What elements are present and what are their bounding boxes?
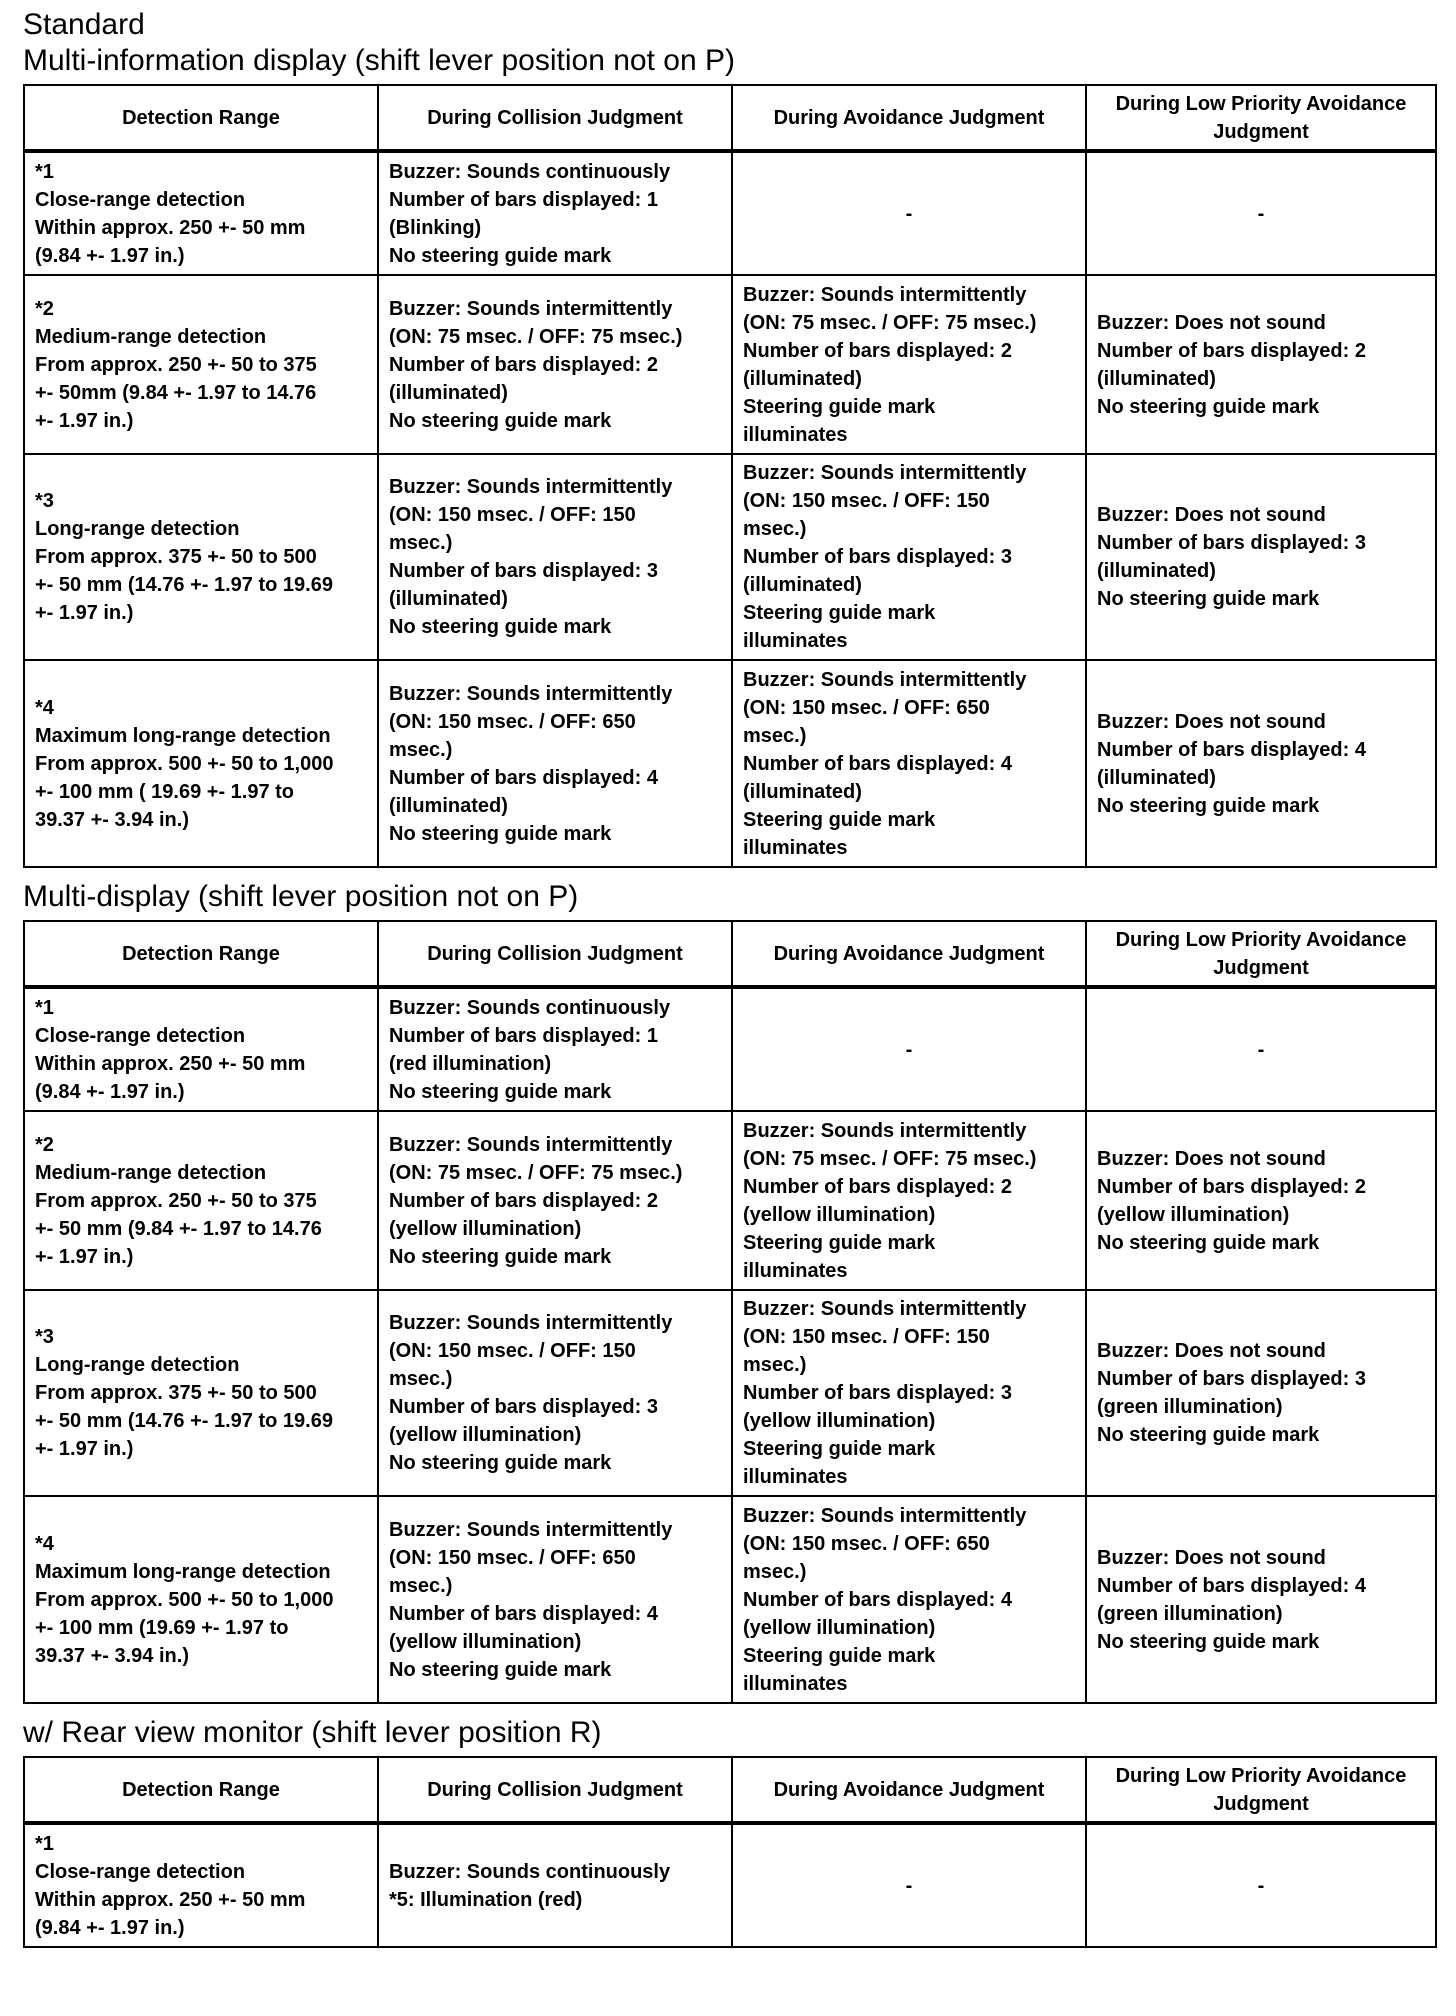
table-row (24, 1496, 1436, 1703)
table-row (24, 1111, 1436, 1290)
table-header-row (24, 1757, 1436, 1823)
cell-collision-judgment: Buzzer: Sounds continuously Number of bars displayed: 1 (Blinking) No steering guide mark (378, 151, 732, 275)
cell-collision-judgment: Buzzer: Sounds intermittently (ON: 75 msec. / OFF: 75 msec.) Number of bars displayed: 2 (illuminated) No steering guide mark (378, 275, 732, 454)
cell-low-priority-avoidance: Buzzer: Does not sound Number of bars displayed: 2 (illuminated) No steering guide mark (1086, 275, 1436, 454)
table-row (24, 275, 1436, 454)
detection-table (23, 1756, 1437, 1948)
column-header-detection-range: Detection Range (24, 85, 378, 151)
column-header-low-priority-avoidance: During Low Priority Avoidance Judgment (1086, 85, 1436, 151)
cell-detection-range: *3 Long-range detection From approx. 375 +- 50 to 500 +- 50 mm (14.76 +- 1.97 to 19.69 +- 1.97 in.) (24, 454, 378, 660)
column-header-collision-judgment: During Collision Judgment (378, 85, 732, 151)
cell-avoidance-judgment: Buzzer: Sounds intermittently (ON: 150 msec. / OFF: 150 msec.) Number of bars displayed: 3 (yellow illumination) Steering guide mark illuminates (732, 1290, 1086, 1496)
column-header-detection-range: Detection Range (24, 1757, 378, 1823)
cell-collision-judgment: Buzzer: Sounds intermittently (ON: 150 msec. / OFF: 650 msec.) Number of bars displayed: 4 (yellow illumination) No steering guide mark (378, 1496, 732, 1703)
cell-low-priority-avoidance: Buzzer: Does not sound Number of bars displayed: 3 (green illumination) No steering guide mark (1086, 1290, 1436, 1496)
cell-avoidance-judgment: - (732, 151, 1086, 275)
table-row (24, 660, 1436, 867)
column-header-avoidance-judgment: During Avoidance Judgment (732, 1757, 1086, 1823)
column-header-low-priority-avoidance: During Low Priority Avoidance Judgment (1086, 921, 1436, 987)
table-row (24, 454, 1436, 660)
cell-detection-range: *1 Close-range detection Within approx. 250 +- 50 mm (9.84 +- 1.97 in.) (24, 987, 378, 1111)
column-header-low-priority-avoidance: During Low Priority Avoidance Judgment (1086, 1757, 1436, 1823)
section-title: Multi-information display (shift lever position not on P) (23, 44, 735, 77)
cell-detection-range: *2 Medium-range detection From approx. 250 +- 50 to 375 +- 50mm (9.84 +- 1.97 to 14.76 +- 1.97 in.) (24, 275, 378, 454)
column-header-avoidance-judgment: During Avoidance Judgment (732, 921, 1086, 987)
table-header-row (24, 85, 1436, 151)
cell-avoidance-judgment: Buzzer: Sounds intermittently (ON: 75 msec. / OFF: 75 msec.) Number of bars displayed: 2 (illuminated) Steering guide mark illuminates (732, 275, 1086, 454)
cell-low-priority-avoidance: Buzzer: Does not sound Number of bars displayed: 3 (illuminated) No steering guide mark (1086, 454, 1436, 660)
cell-low-priority-avoidance: Buzzer: Does not sound Number of bars displayed: 2 (yellow illumination) No steering guide mark (1086, 1111, 1436, 1290)
cell-low-priority-avoidance: - (1086, 987, 1436, 1111)
cell-avoidance-judgment: - (732, 987, 1086, 1111)
cell-detection-range: *2 Medium-range detection From approx. 250 +- 50 to 375 +- 50 mm (9.84 +- 1.97 to 14.76 +- 1.97 in.) (24, 1111, 378, 1290)
cell-detection-range: *1 Close-range detection Within approx. 250 +- 50 mm (9.84 +- 1.97 in.) (24, 151, 378, 275)
section-title: w/ Rear view monitor (shift lever position R) (23, 1716, 602, 1749)
table-row (24, 987, 1436, 1111)
column-header-avoidance-judgment: During Avoidance Judgment (732, 85, 1086, 151)
section-title: Multi-display (shift lever position not on P) (23, 880, 579, 913)
cell-collision-judgment: Buzzer: Sounds continuously *5: Illumination (red) (378, 1823, 732, 1947)
detection-table (23, 920, 1437, 1704)
column-header-collision-judgment: During Collision Judgment (378, 1757, 732, 1823)
cell-detection-range: *4 Maximum long-range detection From approx. 500 +- 50 to 1,000 +- 100 mm ( 19.69 +- 1.97 to 39.37 +- 3.94 in.) (24, 660, 378, 867)
column-header-detection-range: Detection Range (24, 921, 378, 987)
cell-collision-judgment: Buzzer: Sounds intermittently (ON: 75 msec. / OFF: 75 msec.) Number of bars displayed: 2 (yellow illumination) No steering guide mark (378, 1111, 732, 1290)
table-row (24, 1290, 1436, 1496)
cell-detection-range: *1 Close-range detection Within approx. 250 +- 50 mm (9.84 +- 1.97 in.) (24, 1823, 378, 1947)
page-title: Standard (23, 8, 145, 41)
cell-detection-range: *3 Long-range detection From approx. 375 +- 50 to 500 +- 50 mm (14.76 +- 1.97 to 19.69 +- 1.97 in.) (24, 1290, 378, 1496)
cell-avoidance-judgment: Buzzer: Sounds intermittently (ON: 75 msec. / OFF: 75 msec.) Number of bars displayed: 2 (yellow illumination) Steering guide mark illuminates (732, 1111, 1086, 1290)
cell-collision-judgment: Buzzer: Sounds intermittently (ON: 150 msec. / OFF: 150 msec.) Number of bars displayed: 3 (yellow illumination) No steering guide mark (378, 1290, 732, 1496)
table-row (24, 1823, 1436, 1947)
cell-avoidance-judgment: Buzzer: Sounds intermittently (ON: 150 msec. / OFF: 150 msec.) Number of bars displayed: 3 (illuminated) Steering guide mark illuminates (732, 454, 1086, 660)
cell-avoidance-judgment: Buzzer: Sounds intermittently (ON: 150 msec. / OFF: 650 msec.) Number of bars displayed: 4 (illuminated) Steering guide mark illuminates (732, 660, 1086, 867)
cell-avoidance-judgment: Buzzer: Sounds intermittently (ON: 150 msec. / OFF: 650 msec.) Number of bars displayed: 4 (yellow illumination) Steering guide mark illuminates (732, 1496, 1086, 1703)
cell-avoidance-judgment: - (732, 1823, 1086, 1947)
cell-collision-judgment: Buzzer: Sounds intermittently (ON: 150 msec. / OFF: 650 msec.) Number of bars displayed: 4 (illuminated) No steering guide mark (378, 660, 732, 867)
cell-low-priority-avoidance: Buzzer: Does not sound Number of bars displayed: 4 (illuminated) No steering guide mark (1086, 660, 1436, 867)
cell-low-priority-avoidance: Buzzer: Does not sound Number of bars displayed: 4 (green illumination) No steering guide mark (1086, 1496, 1436, 1703)
cell-low-priority-avoidance: - (1086, 151, 1436, 275)
detection-table (23, 84, 1437, 868)
cell-collision-judgment: Buzzer: Sounds continuously Number of bars displayed: 1 (red illumination) No steering guide mark (378, 987, 732, 1111)
column-header-collision-judgment: During Collision Judgment (378, 921, 732, 987)
table-row (24, 151, 1436, 275)
cell-collision-judgment: Buzzer: Sounds intermittently (ON: 150 msec. / OFF: 150 msec.) Number of bars displayed: 3 (illuminated) No steering guide mark (378, 454, 732, 660)
table-header-row (24, 921, 1436, 987)
cell-low-priority-avoidance: - (1086, 1823, 1436, 1947)
cell-detection-range: *4 Maximum long-range detection From approx. 500 +- 50 to 1,000 +- 100 mm (19.69 +- 1.97 to 39.37 +- 3.94 in.) (24, 1496, 378, 1703)
